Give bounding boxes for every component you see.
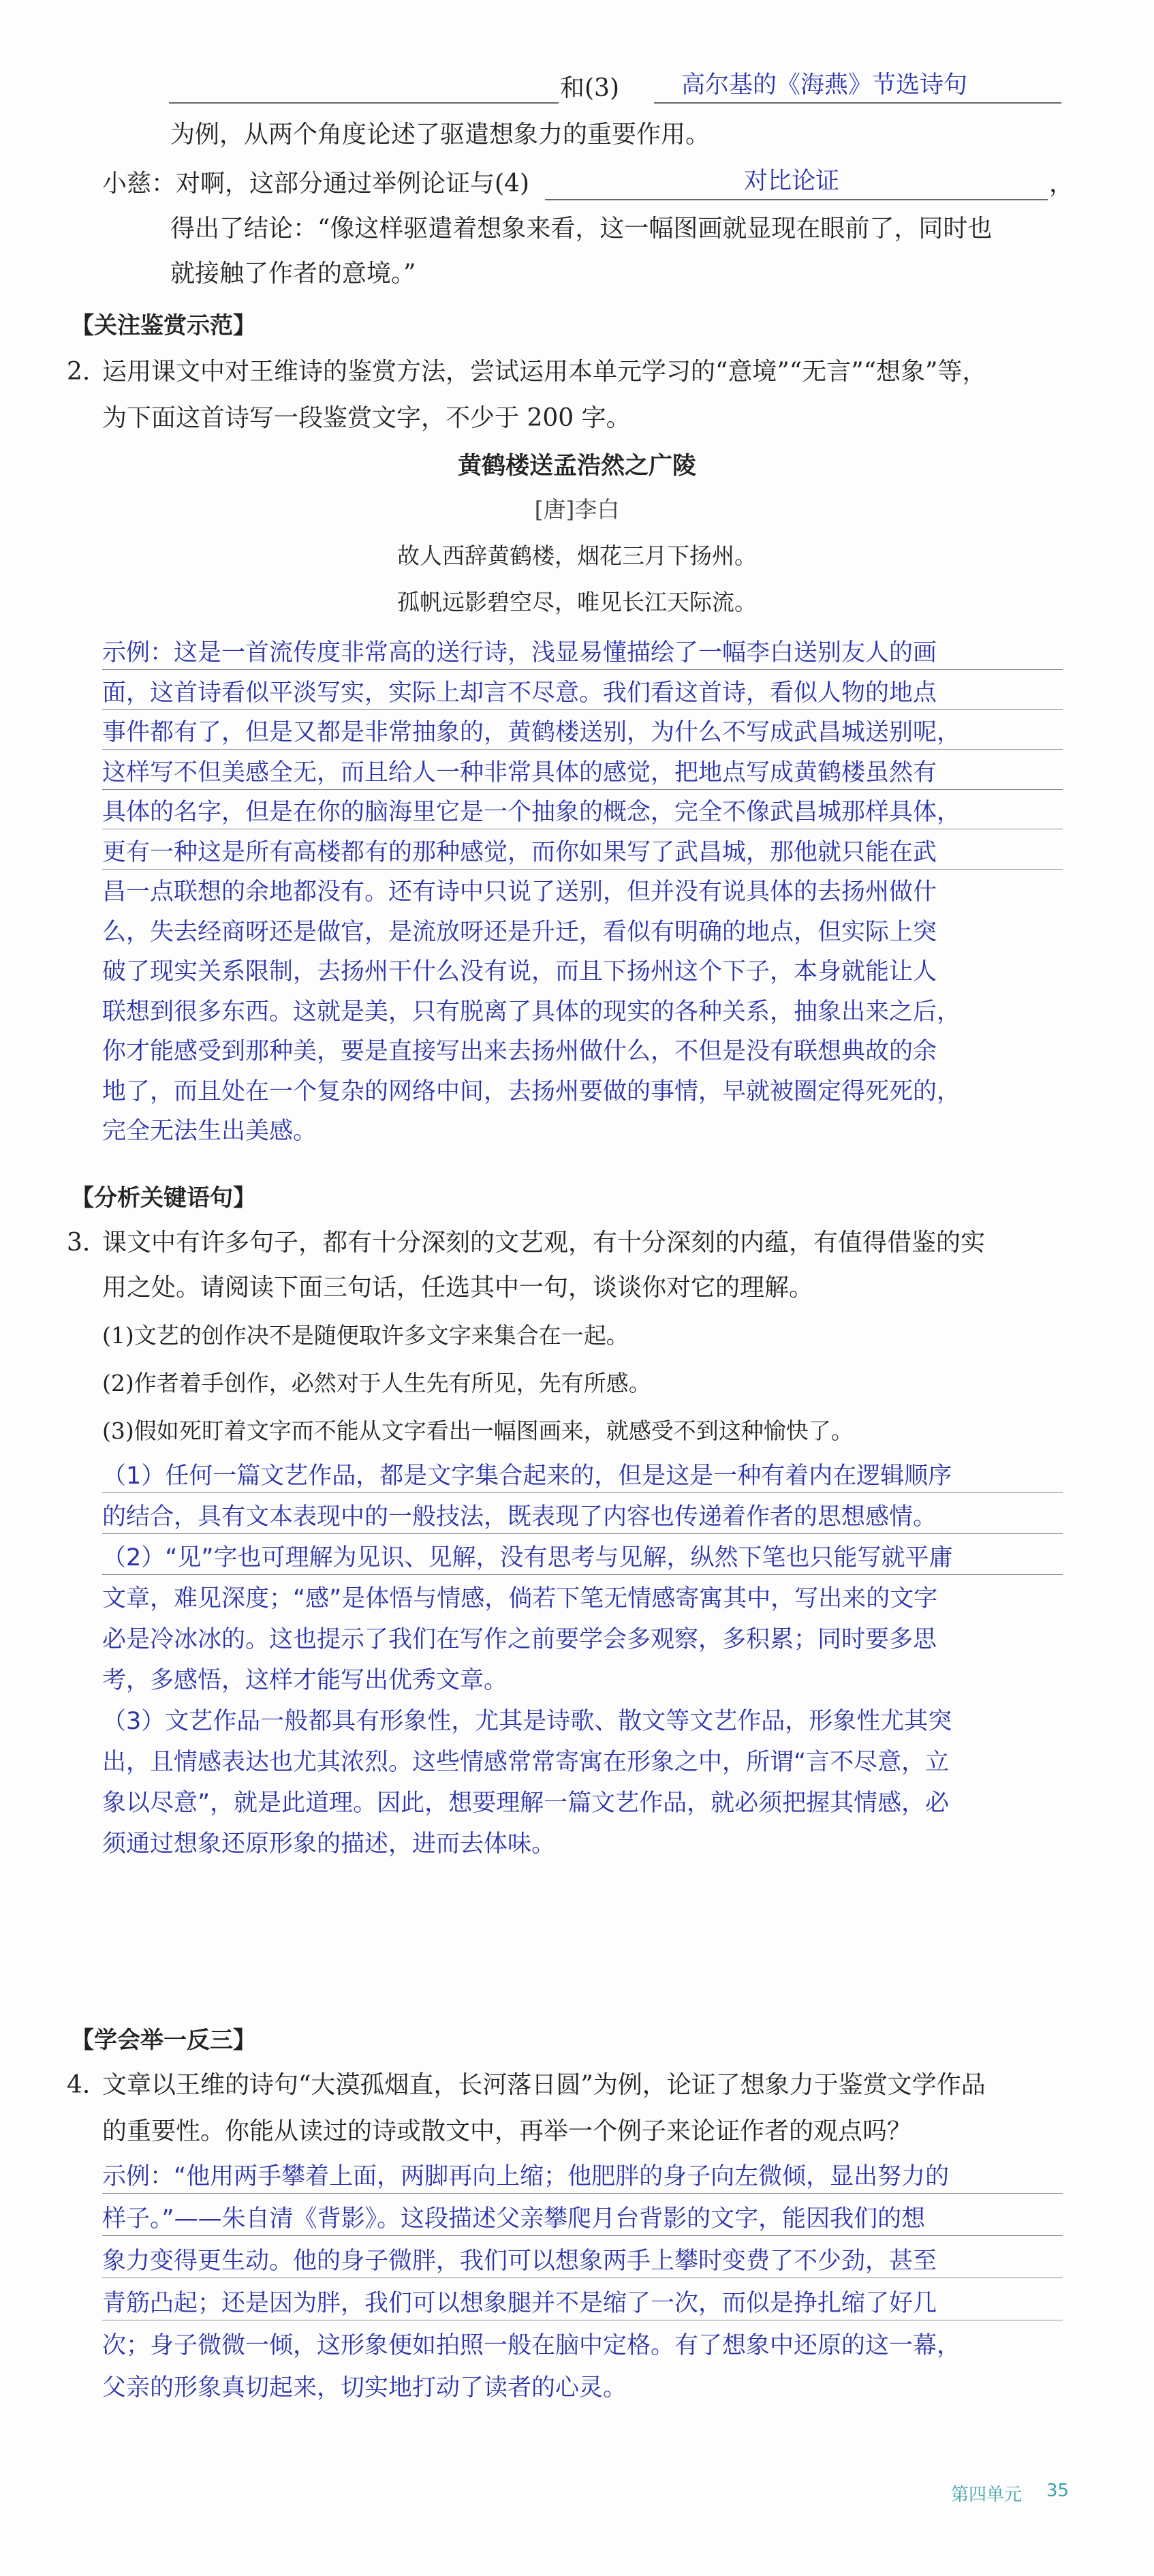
q2-answer-line: 么，失去经商呀还是做官，是流放呀还是升迁，看似有明确的地点，但实际上突 — [102, 918, 937, 946]
q2-answer-line: 你才能感受到那种美，要是直接写出来去扬州做什么，不但是没有联想典故的余 — [102, 1038, 937, 1065]
q2-answer-line: 昌一点联想的余地都没有。还有诗中只说了送别，但并没有说具体的去扬州做什 — [102, 878, 937, 906]
q2-line-1: 运用课文中对王维诗的鉴赏方法，尝试运用本单元学习的“意境”“无言”“想象”等， — [102, 358, 987, 386]
q2-answer-line: 具体的名字，但是在你的脑海里它是一个抽象的概念，完全不像武昌城那样具体， — [102, 799, 961, 826]
q3-answer-line: （2）“见”字也可理解为见识、见解，没有思考与见解，纵然下笔也只能写就平庸 — [102, 1544, 953, 1571]
top-line-5: 就接触了作者的意境。” — [170, 260, 416, 288]
section-heading-appreciation: 【关注鉴赏示范】 — [71, 312, 256, 339]
answer-3: 高尔基的《海燕》节选诗句 — [681, 72, 968, 99]
poem-line-2: 孤帆远影碧空尽，唯见长江天际流。 — [397, 589, 757, 615]
q3-answer-line: 考，多感悟，这样才能写出优秀文章。 — [102, 1667, 508, 1694]
poem-line-1: 故人西辞黄鹤楼，烟花三月下扬州。 — [397, 542, 757, 569]
q3-answer-line: 出，且情感表达也尤其浓烈。这些情感常常寄寓在形象之中，所谓“言不尽意，立 — [102, 1749, 950, 1776]
poem-title: 黄鹤楼送孟浩然之广陵 — [457, 453, 696, 480]
top-line-4: 得出了结论：“像这样驱遣着想象来看，这一幅图画就显现在眼前了，同时也 — [170, 215, 993, 243]
q2-answer-rule — [102, 709, 1063, 710]
q3-line-1: 课文中有许多句子，都有十分深刻的文艺观，有十分深刻的内蕴，有值得借鉴的实 — [102, 1229, 986, 1257]
top-line-3: 小慈：对啊，这部分通过举例论证与(4) — [102, 170, 529, 198]
q4-answer-line: 次；身子微微一倾，这形象便如拍照一般在脑中定格。有了想象中还原的这一幕， — [102, 2332, 961, 2359]
q3-answer-line: 须通过想象还原形象的描述，进而去体味。 — [102, 1830, 556, 1858]
q3-answer-line: 的结合，具有文本表现中的一般技法，既表现了内容也传递着作者的思想感情。 — [102, 1503, 937, 1531]
q3-answer-line: （1）任何一篇文艺作品，都是文字集合起来的，但是这是一种有着内在逻辑顺序 — [102, 1462, 952, 1490]
q2-answer-line: 这样写不但美感全无，而且给人一种非常具体的感觉，把地点写成黄鹤楼虽然有 — [102, 758, 937, 786]
footer-unit: 第四单元 — [951, 2485, 1023, 2505]
q3-answer-rule — [102, 1533, 1063, 1534]
q4-answer-rule — [102, 2235, 1063, 2236]
q2-answer-line: 地了，而且处在一个复杂的网络中间，去扬州要做的事情，早就被圈定得死死的， — [102, 1077, 961, 1105]
q2-answer-rule — [102, 789, 1063, 790]
q2-answer-line: 示例：这是一首流传度非常高的送行诗，浅显易懂描绘了一幅李白送别友人的画 — [102, 639, 937, 666]
q3-sentence-2: (2)作者着手创作，必然对于人生先有所见，先有所感。 — [102, 1370, 651, 1396]
q3-answer-line: 必是冷冰冰的。这也提示了我们在写作之前要学会多观察，多积累；同时要多思 — [102, 1626, 937, 1653]
q4-line-2: 的重要性。你能从读过的诗或散文中，再举一个例子来论证作者的观点吗？ — [102, 2117, 912, 2145]
q2-answer-rule — [102, 749, 1063, 750]
q2-answer-line: 更有一种这是所有高楼都有的那种感觉，而你如果写了武昌城，那他就只能在武 — [102, 838, 937, 866]
poem-author: [唐]李白 — [534, 496, 620, 523]
q4-answer-line: 象力变得更生动。他的身子微胖，我们可以想象两手上攀时变费了不少劲，甚至 — [102, 2248, 937, 2275]
q2-line-2: 为下面这首诗写一段鉴赏文字，不少于 200 字。 — [102, 404, 631, 432]
q2-answer-line: 联想到很多东西。这就是美，只有脱离了具体的现实的各种关系，抽象出来之后， — [102, 998, 961, 1026]
q4-answer-line: 父亲的形象真切起来，切实地打动了读者的心灵。 — [102, 2374, 627, 2402]
q4-answer-line: 样子。”——朱自清《背影》。这段描述父亲攀爬月台背影的文字，能因我们的想 — [102, 2205, 926, 2233]
q4-answer-rule — [102, 2193, 1063, 2194]
section-heading-key-sentences: 【分析关键语句】 — [71, 1184, 256, 1212]
q3-answer-line: 象以尽意”，就是此道理。因此，想要理解一篇文艺作品，就必须把握其情感，必 — [102, 1790, 950, 1817]
answer-4: 对比论证 — [744, 168, 840, 195]
join-text: 和(3) — [560, 74, 619, 102]
q2-answer-line: 事件都有了，但是又都是非常抽象的，黄鹤楼送别，为什么不写成武昌城送别呢， — [102, 719, 961, 746]
footer-page-number: 35 — [1046, 2481, 1070, 2501]
q3-line-2: 用之处。请阅读下面三句话，任选其中一句，谈谈你对它的理解。 — [102, 1274, 814, 1302]
q4-number: 4. — [67, 2071, 91, 2099]
top-line-2: 为例，从两个角度论述了驱遣想象力的重要作用。 — [170, 121, 711, 149]
q3-answer-line: 文章，难见深度；“感”是体悟与情感，倘若下笔无情感寄寓其中，写出来的文字 — [102, 1585, 938, 1612]
q4-line-1: 文章以王维的诗句“大漠孤烟直，长河落日圆”为例，论证了想象力于鉴赏文学作品 — [102, 2071, 986, 2099]
blank-line-4[interactable] — [545, 199, 1048, 200]
blank-line-3[interactable] — [654, 102, 1061, 104]
q2-number: 2. — [67, 358, 91, 386]
q2-answer-line: 完全无法生出美感。 — [102, 1118, 317, 1145]
q4-answer-line: 示例：“他用两手攀着上面，两脚再向上缩；他肥胖的身子向左微倾，显出努力的 — [102, 2163, 950, 2190]
q3-answer-line: （3）文艺作品一般都具有形象性，尤其是诗歌、散文等文艺作品，形象性尤其突 — [102, 1708, 952, 1735]
q3-number: 3. — [67, 1229, 91, 1257]
q3-sentence-3: (3)假如死盯着文字而不能从文字看出一幅图画来，就感受不到这种愉快了。 — [102, 1417, 854, 1444]
q3-answer-rule — [102, 1492, 1063, 1493]
q3-answer-rule — [102, 1574, 1063, 1575]
q2-answer-line: 面，这首诗看似平淡写实，实际上却言不尽意。我们看这首诗，看似人物的地点 — [102, 679, 937, 707]
q2-answer-rule — [102, 669, 1063, 670]
blank-line-2[interactable] — [169, 102, 559, 104]
q2-answer-rule — [102, 869, 1063, 870]
section-heading-extension: 【学会举一反三】 — [71, 2027, 256, 2054]
top-line-3-comma: ， — [1049, 170, 1074, 198]
q4-answer-line: 青筋凸起；还是因为胖，我们可以想象腿并不是缩了一次，而似是挣扎缩了好几 — [102, 2290, 937, 2317]
q3-sentence-1: (1)文艺的创作决不是随便取许多文字来集合在一起。 — [102, 1322, 629, 1349]
q2-answer-line: 破了现实关系限制，去扬州干什么没有说，而且下扬州这个下子，本身就能让人 — [102, 958, 937, 985]
